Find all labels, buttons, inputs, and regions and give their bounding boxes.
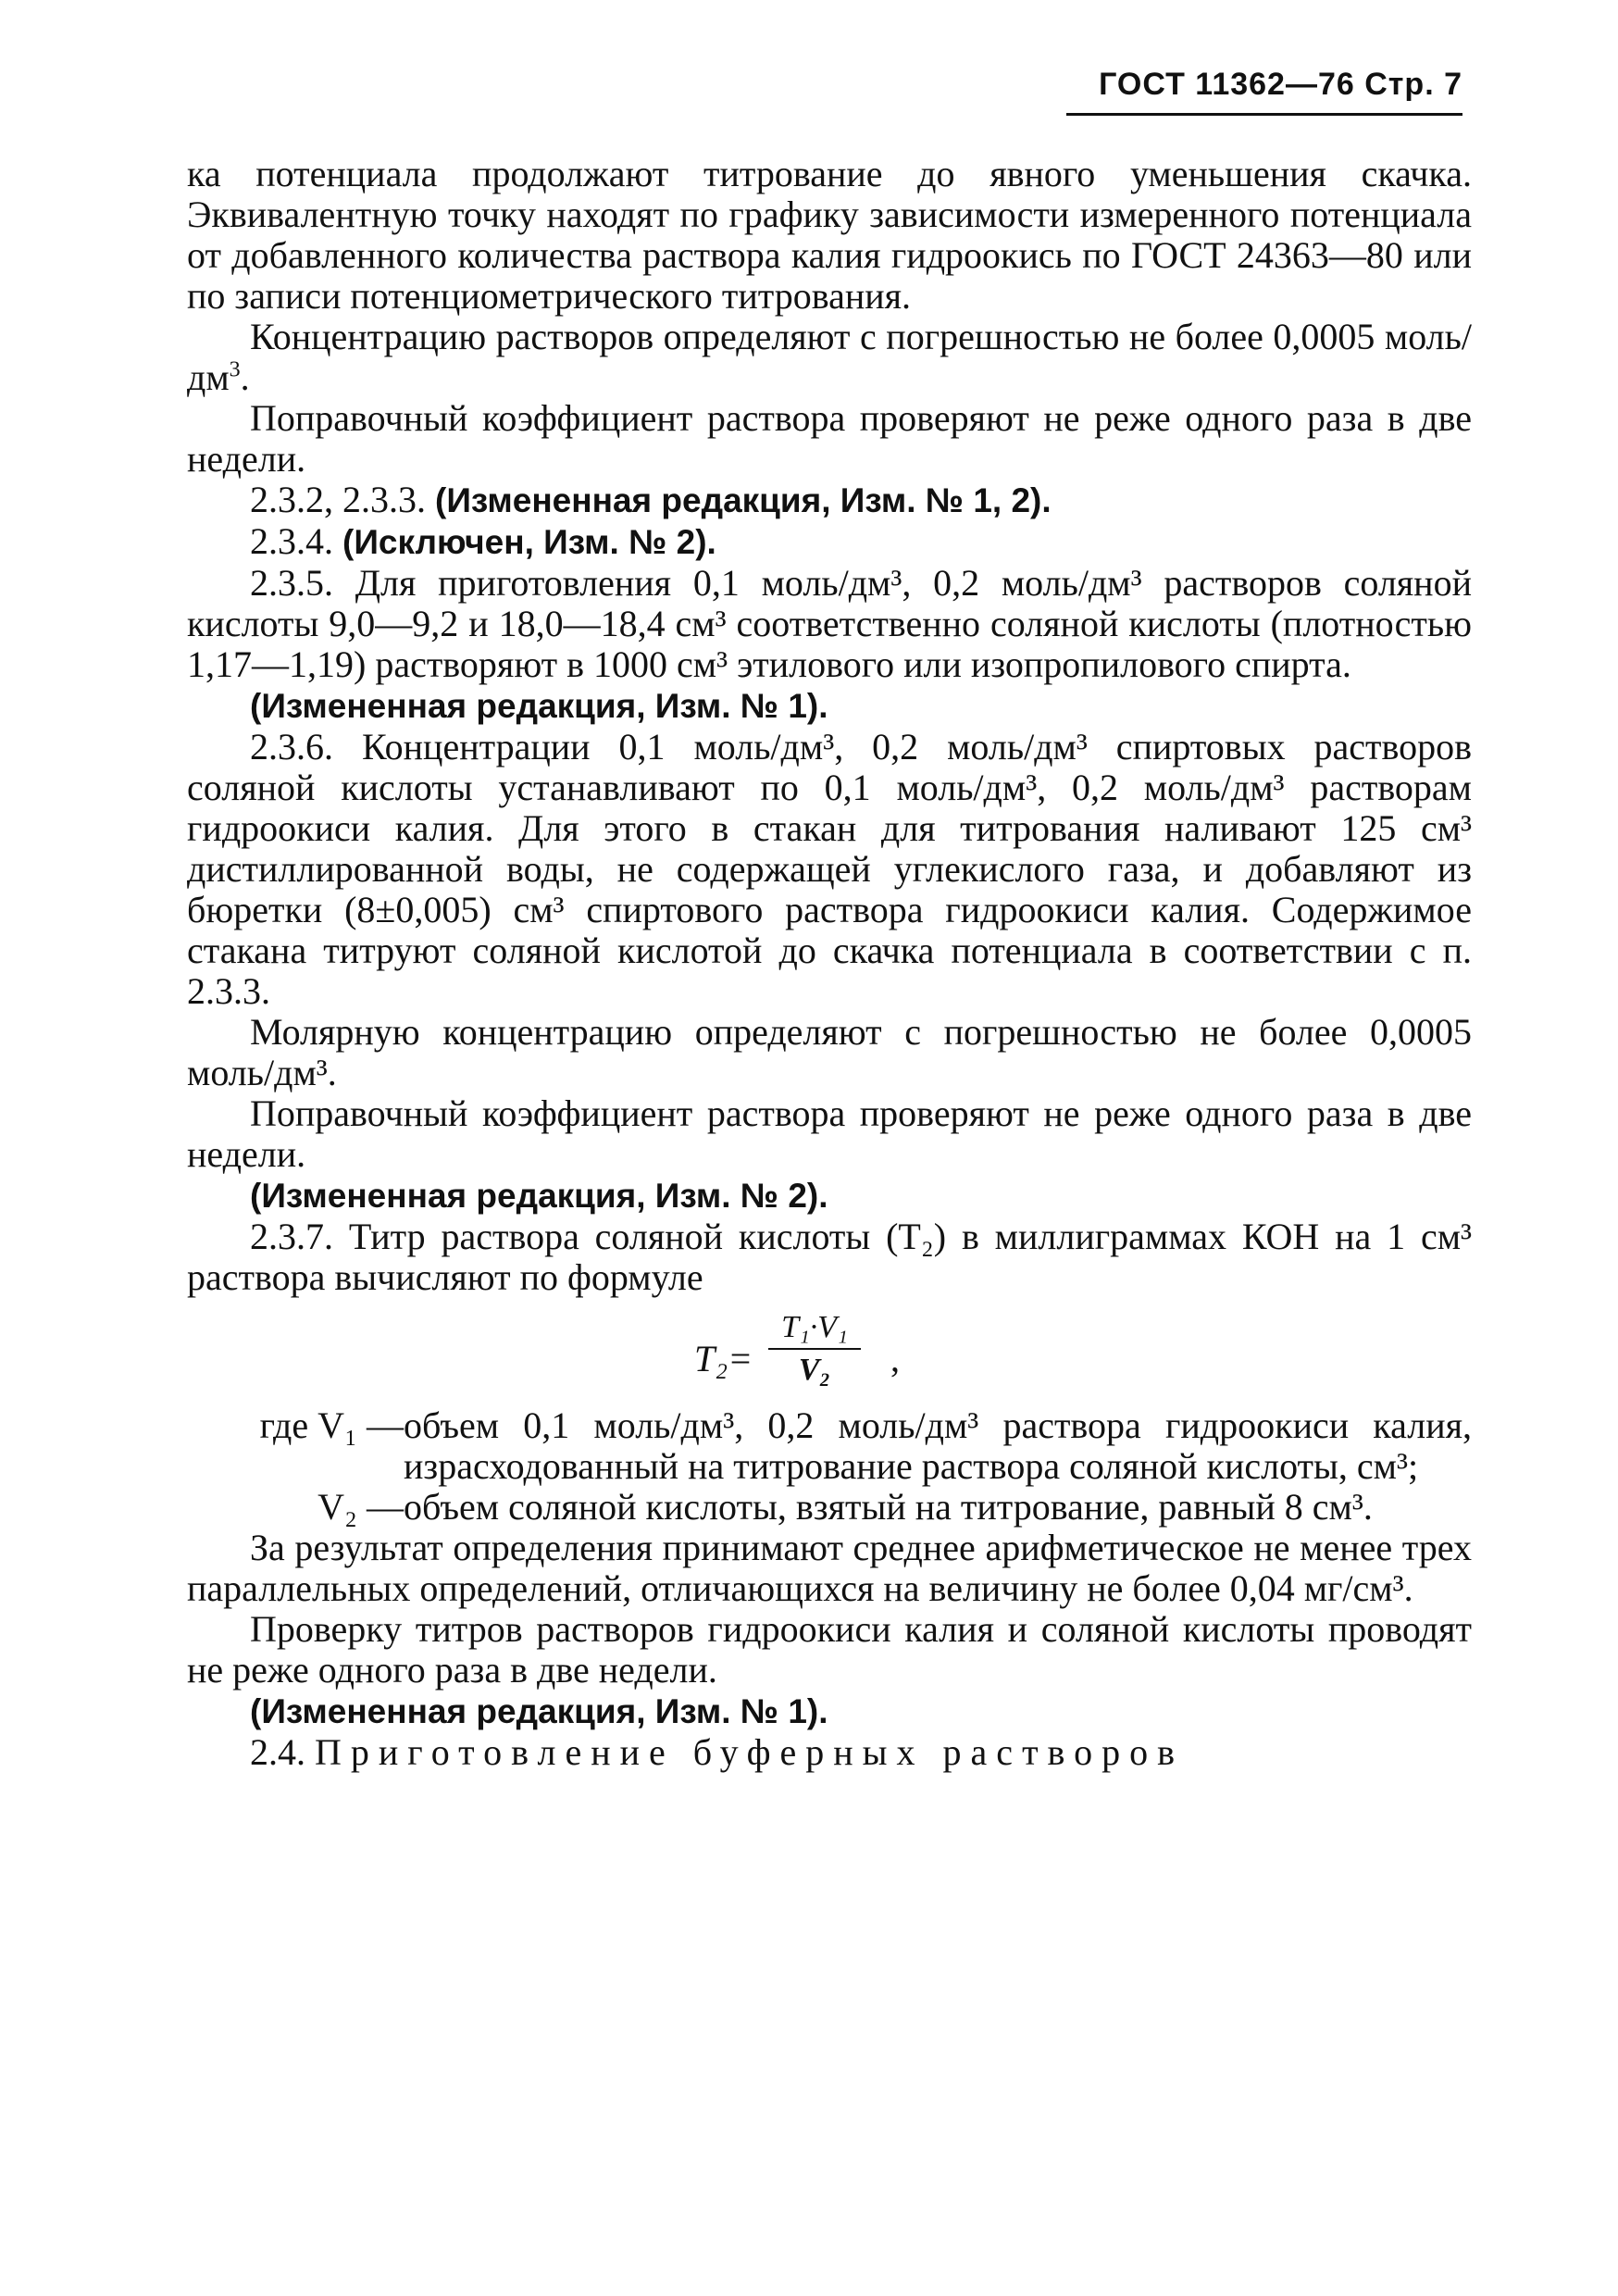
running-header: ГОСТ 11362—76 Стр. 7 [1099,67,1462,102]
amendment-note: (Измененная редакция, Изм. № 1, 2). [435,481,1052,519]
where-symbol: где V₁ — [259,1404,404,1446]
document-body [187,154,1472,1773]
section-heading [187,1732,1472,1773]
where-item [187,1405,1472,1487]
section-number: 2.4. [250,1731,305,1773]
paragraph-7 [187,685,1472,727]
formula-denominator: V₂ [798,1353,831,1387]
paragraph-2-superscript: 3 [229,357,241,382]
paragraph-10: Поправочный коэффициент раствора проверяют не реже одного раза в две недели. [187,1092,1472,1175]
where-definition: объем 0,1 моль/дм³, 0,2 моль/дм³ раствора гидроокиси калия, израсходованный на титрование раствора соляной кислоты, см³; [404,1404,1472,1487]
paragraph-2-end: . [240,356,250,398]
amendment-note: (Измененная редакция, Изм. № 1). [250,687,828,725]
formula-comma: , [890,1338,900,1379]
paragraph-15 [187,1691,1472,1732]
paragraph-3: Поправочный коэффициент раствора проверяют не реже одного раза в две недели. [187,397,1472,480]
amendment-note: (Измененная редакция, Изм. № 2). [250,1177,828,1215]
formula-block [187,1304,1472,1400]
formula-lhs: T₂= [694,1338,753,1379]
where-definition: объем соляной кислоты, взятый на титрование, равный 8 см³. [404,1486,1373,1528]
paragraph-13: За результат определения принимают среднее арифметическое не менее трех параллельных определений, отличающихся на величину не более 0,04 мг/см³. [187,1527,1472,1609]
paragraph-4 [187,480,1472,521]
formula-numerator: T₁·V₁ [781,1310,848,1344]
paragraph-6: 2.3.5. Для приготовления 0,1 моль/дм³, 0,2 моль/дм³ растворов соляной кислоты 9,0—9,2 и 18,0—18,4 см³ соответственно соляной кислоты (плотностью 1,17—1,19) растворяют в 1000 см³ этилового или изопропилового спирта. [187,562,1472,685]
where-symbol: V₂ — [317,1486,404,1528]
section-title: Приготовление буферных растворов [315,1731,1185,1773]
where-list [187,1405,1472,1528]
paragraph-12: 2.3.7. Титр раствора соляной кислоты (T₂) в миллиграммах КОН на 1 см³ раствора вычисляют по формуле [187,1216,1472,1298]
fraction-bar [768,1348,861,1350]
paragraph-8: 2.3.6. Концентрации 0,1 моль/дм³, 0,2 моль/дм³ спиртовых растворов соляной кислоты устанавливают по 0,1 моль/дм³, 0,2 моль/дм³ растворам гидроокиси калия. Для этого в стакан для титрования наливают 125 см³ дистиллированной воды, не содержащей углекислого газа, и добавляют из бюретки (8±0,005) см³ спиртового раствора гидроокиси калия. Содержимое стакана титруют соляной кислотой до скачка потенциала в соответствии с п. 2.3.3. [187,726,1472,1012]
paragraph-14: Проверку титров растворов гидроокиси калия и соляной кислоты проводят не реже одного раза в две недели. [187,1608,1472,1691]
formula-fraction [768,1309,861,1389]
excluded-note: (Исключен, Изм. № 2). [342,523,716,561]
paragraph-4-prefix: 2.3.2, 2.3.3. [250,479,426,520]
paragraph-5-prefix: 2.3.4. [250,520,333,562]
where-item [187,1487,1472,1528]
paragraph-11 [187,1175,1472,1217]
amendment-note: (Измененная редакция, Изм. № 1). [250,1692,828,1730]
paragraph-9: Молярную концентрацию определяют с погрешностью не более 0,0005 моль/дм³. [187,1011,1472,1093]
paragraph-2 [187,317,1472,398]
paragraph-5 [187,521,1472,563]
header-rule [1066,113,1462,116]
paragraph-1: ка потенциала продолжают титрование до явного уменьшения скачка. Эквивалентную точку находят по графику зависимости измеренного потенциала от добавленного количества раствора калия гидроокись по ГОСТ 24363—80 или по записи потенциометрического титрования. [187,153,1472,317]
paragraph-2-text: Концентрацию растворов определяют с погрешностью не более 0,0005 моль/дм [187,316,1472,398]
